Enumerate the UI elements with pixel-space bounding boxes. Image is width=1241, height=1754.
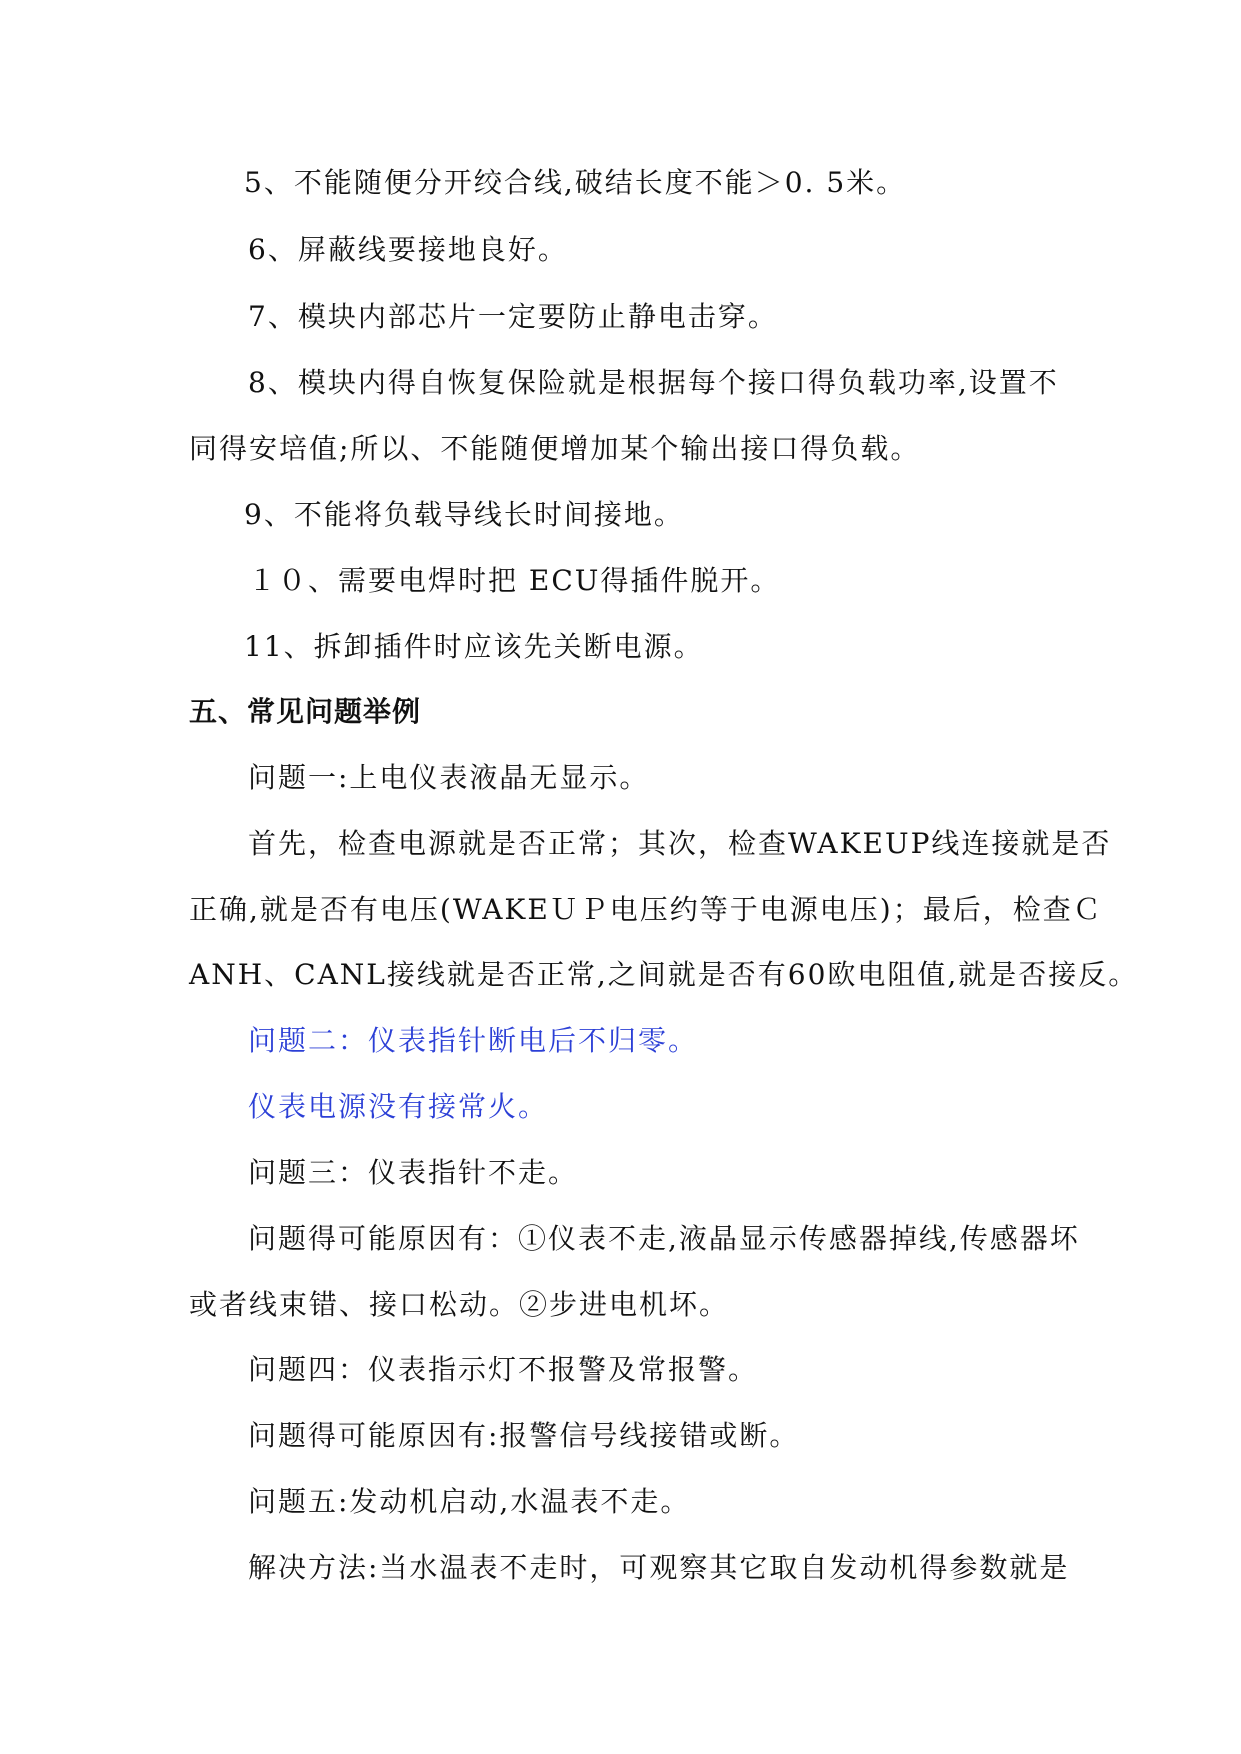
text-line: 正确,就是否有电压(WAKEＵＰ电压约等于电源电压)；最后，检查Ｃ [189,893,1103,926]
text-line: 首先，检查电源就是否正常；其次，检查WAKEUP线连接就是否 [248,827,1112,860]
text-line: 6、屏蔽线要接地良好。 [248,233,568,266]
text-line: 问题得可能原因有:报警信号线接错或断。 [248,1419,800,1452]
section-heading: 五、常见问题举例 [189,695,422,728]
text-line: 9、不能将负载导线长时间接地。 [244,498,684,531]
text-line: 5、不能随便分开绞合线,破结长度不能＞0. 5米。 [244,166,907,199]
text-line: 11、拆卸插件时应该先关断电源。 [244,630,704,663]
text-line: 问题三：仪表指针不走。 [248,1156,579,1189]
text-line: 问题五:发动机启动,水温表不走。 [248,1485,691,1518]
text-line: 8、模块内得自恢复保险就是根据每个接口得负载功率,设置不 [248,366,1059,399]
highlighted-answer: 仪表电源没有接常火。 [248,1090,549,1123]
text-line: １０、需要电焊时把 ECU得插件脱开。 [248,564,781,597]
text-line: 问题得可能原因有：①仪表不走,液晶显示传感器掉线,传感器坏 [248,1222,1080,1255]
highlighted-question: 问题二：仪表指针断电后不归零。 [248,1024,699,1057]
text-line: 问题一:上电仪表液晶无显示。 [248,761,650,794]
text-line: 7、模块内部芯片一定要防止静电击穿。 [248,300,778,333]
text-line: ANH、CANL接线就是否正常,之间就是否有60欧电阻值,就是否接反。 [189,958,1139,991]
text-line: 或者线束错、接口松动。②步进电机坏。 [189,1288,730,1321]
text-line: 同得安培值;所以、不能随便增加某个输出接口得负载。 [189,432,921,465]
text-line: 问题四：仪表指示灯不报警及常报警。 [248,1353,759,1386]
text-line: 解决方法:当水温表不走时，可观察其它取自发动机得参数就是 [248,1551,1070,1584]
